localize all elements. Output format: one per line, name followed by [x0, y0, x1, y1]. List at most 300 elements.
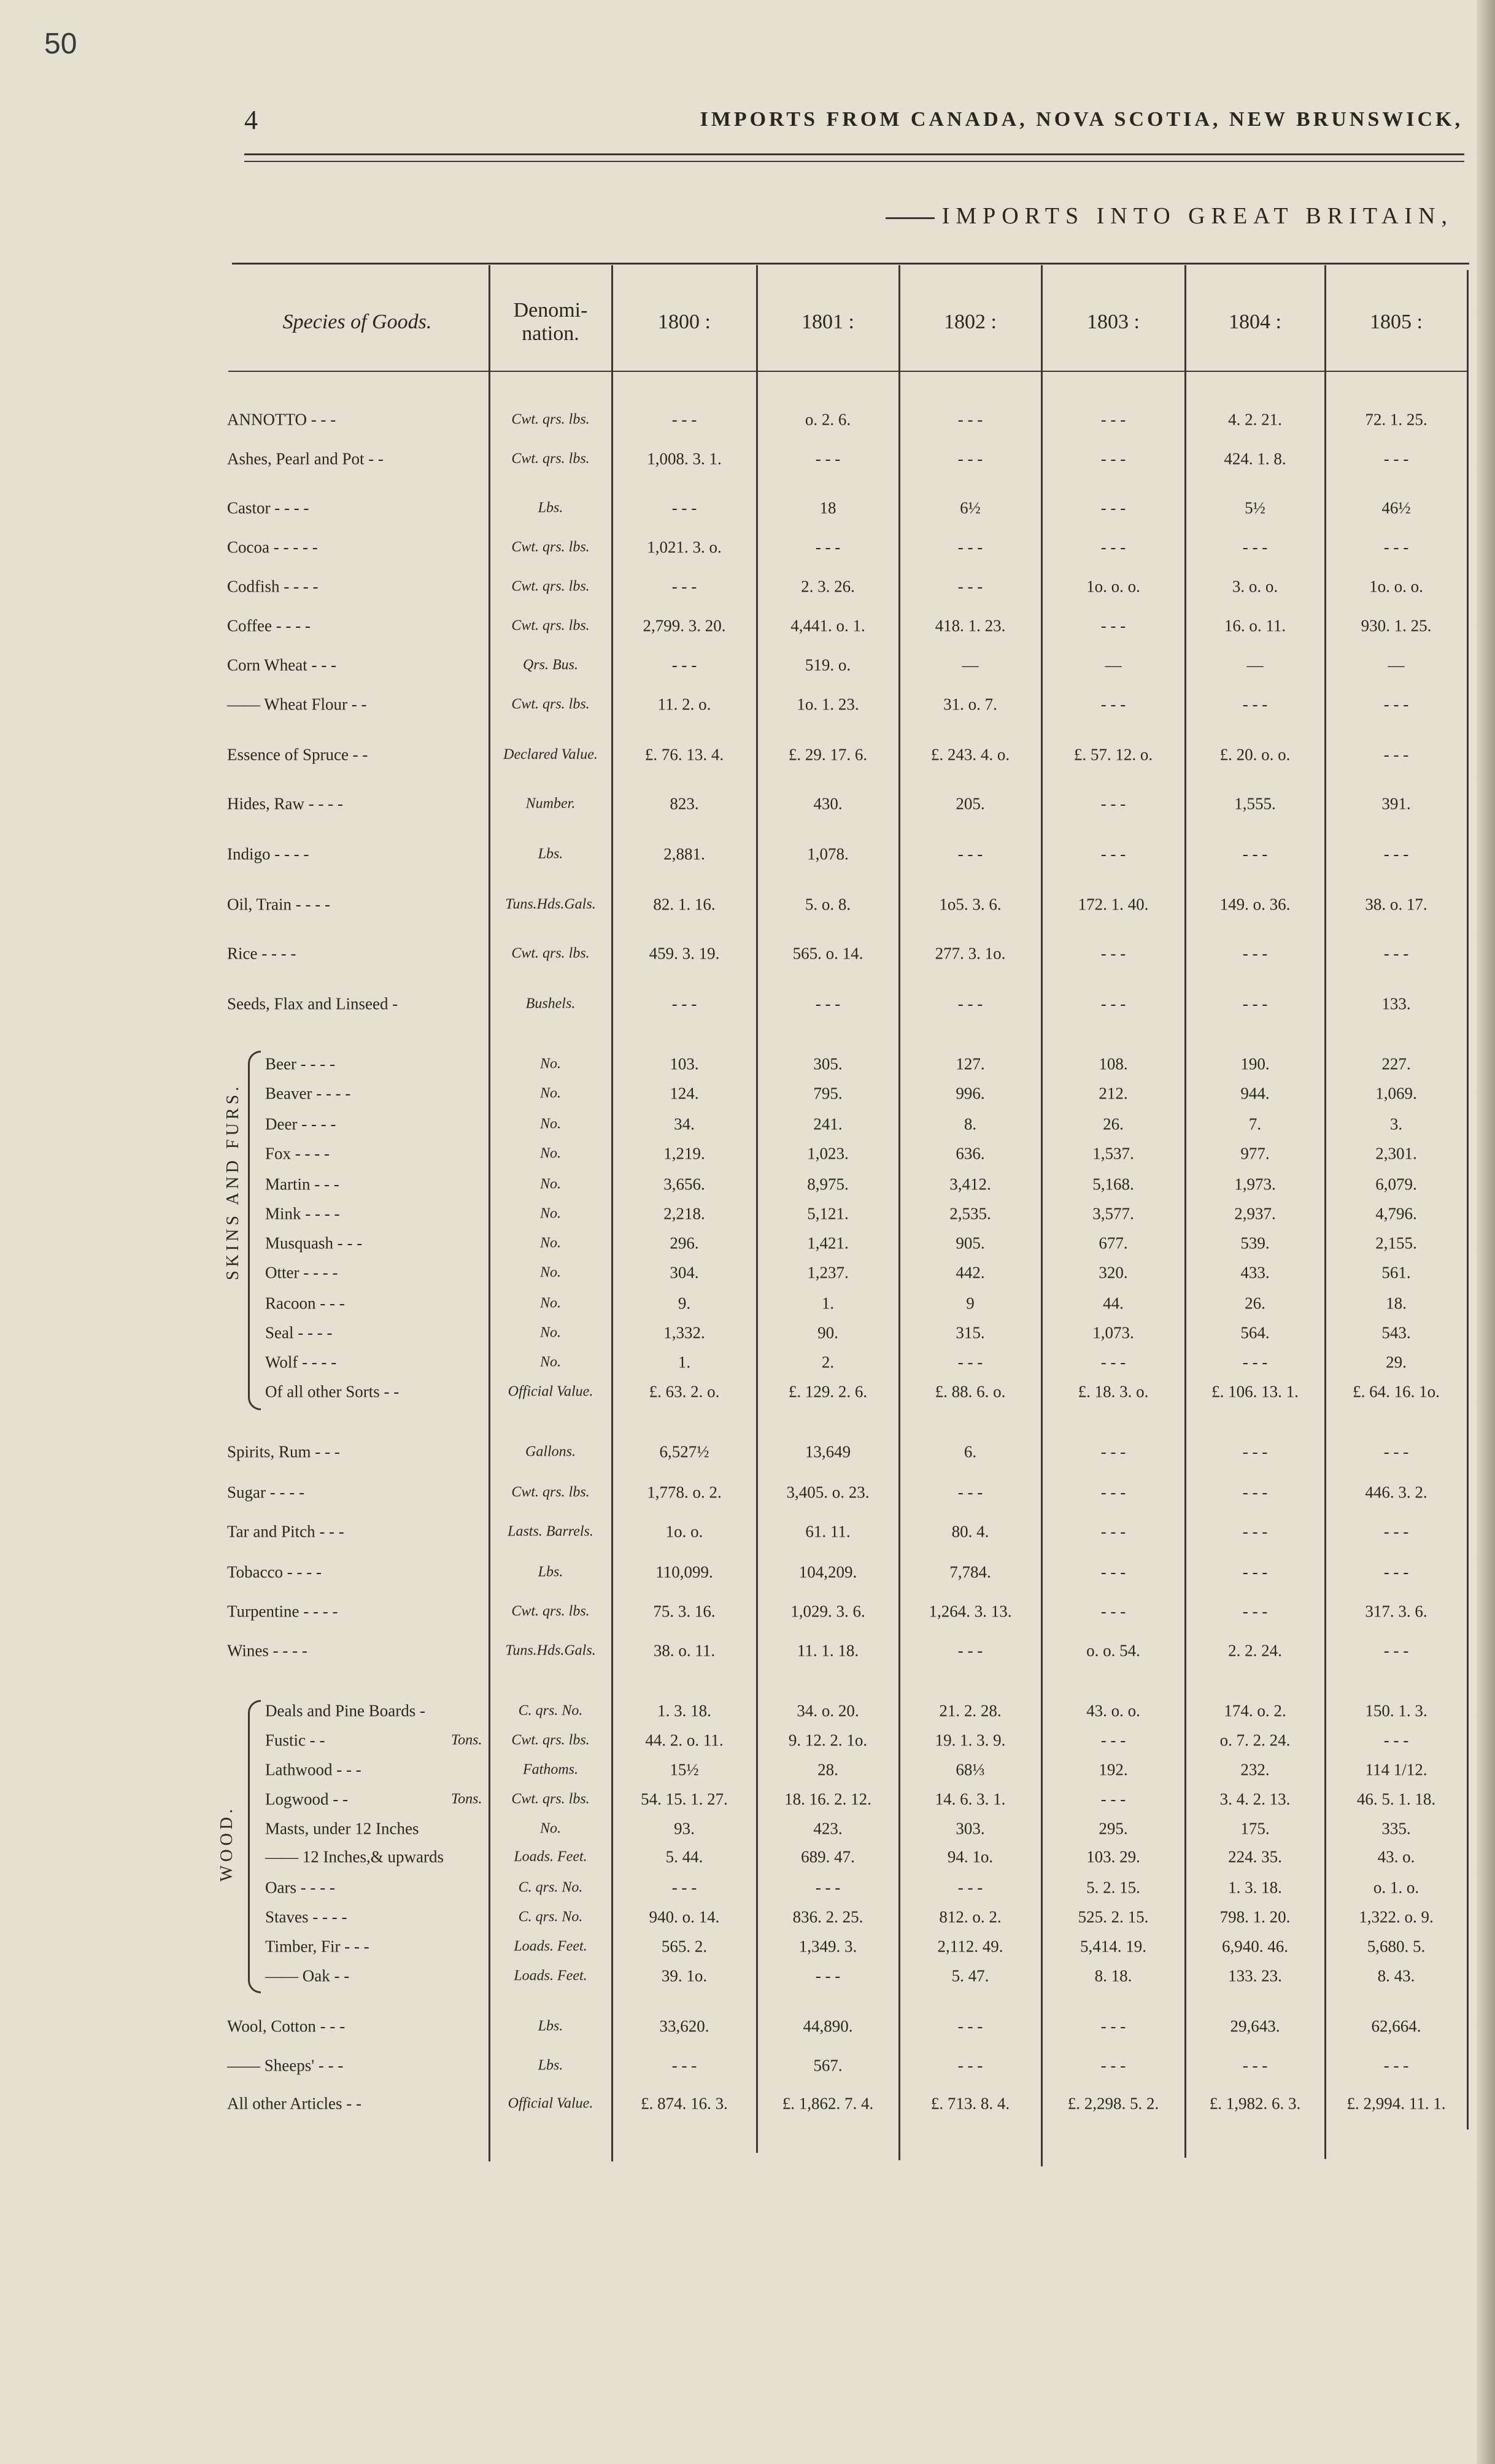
column-rule-6: [1324, 265, 1326, 2159]
row-36-denomination: No.: [539, 1820, 561, 1837]
row-34-value-0: 15½: [670, 1760, 699, 1779]
row-1-value-3: - - -: [1100, 449, 1126, 468]
row-39-value-0: 940. o. 14.: [649, 1907, 720, 1926]
row-10-value-0: 2,881.: [663, 844, 705, 863]
row-29-value-1: 104,209.: [798, 1562, 857, 1582]
row-33-denomination: Cwt. qrs. lbs.: [511, 1732, 590, 1748]
row-4-value-0: - - -: [671, 577, 697, 596]
row-12-value-2: 277. 3. 1o.: [935, 944, 1006, 963]
row-23-value-4: 564.: [1240, 1323, 1270, 1342]
row-36-species: Masts, under 12 Inches: [265, 1819, 419, 1838]
row-0-value-5: 72. 1. 25.: [1365, 410, 1427, 429]
row-42-value-5: 62,664.: [1371, 2017, 1421, 2036]
row-1-value-0: 1,008. 3. 1.: [647, 449, 722, 468]
row-17-value-0: 1,219.: [663, 1144, 705, 1163]
row-38-value-3: 5. 2. 15.: [1086, 1878, 1140, 1897]
row-33-species: Fustic - -: [265, 1731, 325, 1750]
row-29-denomination: Lbs.: [538, 1564, 563, 1580]
row-10-value-2: - - -: [957, 844, 983, 863]
row-2-value-1: 18: [819, 498, 836, 517]
row-2-value-4: 5½: [1245, 498, 1265, 517]
row-7-value-3: - - -: [1100, 695, 1126, 714]
row-1-species: Ashes, Pearl and Pot - -: [227, 449, 384, 468]
row-34-value-3: 192.: [1099, 1760, 1128, 1779]
row-27-species: Sugar - - - -: [227, 1483, 304, 1502]
row-32-value-0: 1. 3. 18.: [657, 1701, 711, 1720]
row-4-value-5: 1o. o. o.: [1369, 577, 1423, 596]
row-25-value-5: £. 64. 16. 1o.: [1353, 1382, 1440, 1401]
row-9-value-2: 205.: [956, 794, 985, 813]
row-13-value-4: - - -: [1242, 994, 1268, 1013]
row-43-value-0: - - -: [671, 2056, 697, 2075]
row-8-value-3: £. 57. 12. o.: [1073, 745, 1153, 764]
row-2-value-5: 46½: [1381, 498, 1411, 517]
column-rule-4: [1041, 265, 1043, 2166]
row-16-value-3: 26.: [1103, 1114, 1124, 1134]
row-18-value-2: 3,412.: [949, 1175, 991, 1194]
row-7-value-1: 1o. 1. 23.: [797, 695, 859, 714]
row-38-value-4: 1. 3. 18.: [1228, 1878, 1282, 1897]
column-rule-5: [1184, 265, 1186, 2158]
row-17-value-1: 1,023.: [807, 1144, 849, 1163]
row-8-species: Essence of Spruce - -: [227, 745, 368, 764]
row-2-value-2: 6½: [960, 498, 981, 517]
row-32-value-1: 34. o. 20.: [797, 1701, 859, 1720]
row-10-value-5: - - -: [1383, 844, 1409, 863]
row-7-species: —— Wheat Flour - -: [227, 695, 367, 714]
row-3-value-3: - - -: [1100, 538, 1126, 557]
row-37-denomination: Loads. Feet.: [514, 1848, 587, 1865]
row-3-value-5: - - -: [1383, 538, 1409, 557]
row-26-species: Spirits, Rum - - -: [227, 1442, 340, 1461]
row-32-value-3: 43. o. o.: [1086, 1701, 1140, 1720]
row-20-value-2: 905.: [956, 1234, 985, 1253]
row-19-value-1: 5,121.: [807, 1204, 849, 1223]
row-13-species: Seeds, Flax and Linseed -: [227, 994, 398, 1013]
row-37-value-5: 43. o.: [1377, 1847, 1415, 1866]
row-43-value-1: 567.: [813, 2056, 843, 2075]
row-31-value-4: 2. 2. 24.: [1228, 1641, 1282, 1660]
row-4-value-3: 1o. o. o.: [1086, 577, 1140, 596]
row-14-value-3: 108.: [1099, 1054, 1128, 1073]
row-41-value-4: 133. 23.: [1228, 1966, 1282, 1985]
row-11-value-4: 149. o. 36.: [1219, 895, 1291, 914]
row-42-value-3: - - -: [1100, 2017, 1126, 2036]
row-12-value-0: 459. 3. 19.: [649, 944, 720, 963]
row-0-value-1: o. 2. 6.: [805, 410, 851, 429]
row-13-denomination: Bushels.: [525, 995, 576, 1012]
row-20-denomination: No.: [539, 1235, 561, 1251]
row-1-value-4: 424. 1. 8.: [1224, 449, 1286, 468]
row-16-value-4: 7.: [1248, 1114, 1262, 1134]
row-39-value-1: 836. 2. 25.: [792, 1907, 863, 1926]
page-number: 50: [44, 28, 77, 60]
row-29-value-3: - - -: [1100, 1562, 1126, 1582]
row-20-species: Musquash - - -: [265, 1234, 363, 1253]
row-5-denomination: Cwt. qrs. lbs.: [511, 617, 590, 634]
row-42-value-1: 44,890.: [803, 2017, 853, 2036]
row-9-value-3: - - -: [1100, 794, 1126, 813]
column-rule-0: [489, 265, 490, 2161]
row-41-value-1: - - -: [815, 1966, 841, 1985]
row-4-value-4: 3. o. o.: [1232, 577, 1278, 596]
row-23-value-1: 90.: [817, 1323, 838, 1342]
row-0-denomination: Cwt. qrs. lbs.: [511, 411, 590, 428]
header-year-3: 1803 :: [1087, 311, 1140, 333]
row-22-value-2: 9: [966, 1294, 975, 1313]
row-35-species: Logwood - -: [265, 1790, 348, 1809]
row-21-value-2: 442.: [956, 1263, 985, 1282]
row-22-value-4: 26.: [1245, 1294, 1265, 1313]
row-14-value-4: 190.: [1240, 1054, 1270, 1073]
row-22-denomination: No.: [539, 1295, 561, 1311]
row-37-value-1: 689. 47.: [801, 1847, 855, 1866]
row-36-value-1: 423.: [813, 1819, 843, 1838]
row-3-value-4: - - -: [1242, 538, 1268, 557]
row-6-value-5: —: [1388, 655, 1405, 674]
header-year-5: 1805 :: [1370, 311, 1423, 333]
row-31-denomination: Tuns.Hds.Gals.: [505, 1642, 596, 1659]
row-38-value-2: - - -: [957, 1878, 983, 1897]
row-18-value-5: 6,079.: [1375, 1175, 1417, 1194]
row-24-species: Wolf - - - -: [265, 1353, 337, 1372]
row-40-denomination: Loads. Feet.: [514, 1938, 587, 1955]
header-year-2: 1802 :: [944, 311, 997, 333]
row-16-value-0: 34.: [674, 1114, 695, 1134]
row-36-value-2: 303.: [956, 1819, 985, 1838]
row-44-value-5: £. 2,994. 11. 1.: [1346, 2094, 1446, 2113]
row-39-value-2: 812. o. 2.: [939, 1907, 1002, 1926]
row-18-value-1: 8,975.: [807, 1175, 849, 1194]
row-32-species: Deals and Pine Boards -: [265, 1701, 425, 1720]
row-8-value-5: - - -: [1383, 745, 1409, 764]
row-21-value-4: 433.: [1240, 1263, 1270, 1282]
row-31-value-1: 11. 1. 18.: [797, 1641, 859, 1660]
row-38-value-5: o. 1. o.: [1373, 1878, 1420, 1897]
skins-group-label: SKINS AND FURS.: [223, 1083, 242, 1280]
row-3-denomination: Cwt. qrs. lbs.: [511, 539, 590, 555]
row-8-value-0: £. 76. 13. 4.: [644, 745, 724, 764]
row-28-species: Tar and Pitch - - -: [227, 1522, 344, 1541]
row-40-value-2: 2,112. 49.: [937, 1937, 1003, 1956]
row-15-value-4: 944.: [1240, 1084, 1270, 1103]
row-1-denomination: Cwt. qrs. lbs.: [511, 450, 590, 467]
row-27-value-1: 3,405. o. 23.: [786, 1483, 870, 1502]
row-22-value-3: 44.: [1103, 1294, 1124, 1313]
row-6-denomination: Qrs. Bus.: [522, 657, 578, 673]
row-18-value-3: 5,168.: [1092, 1175, 1134, 1194]
row-41-value-2: 5. 47.: [951, 1966, 989, 1985]
row-15-value-1: 795.: [813, 1084, 843, 1103]
row-16-denomination: No.: [539, 1116, 561, 1132]
head-rule-lower: [244, 161, 1464, 162]
row-41-value-5: 8. 43.: [1377, 1966, 1415, 1985]
row-33-value-4: o. 7. 2. 24.: [1219, 1731, 1291, 1750]
wood-group-label: WOOD.: [217, 1805, 236, 1882]
row-24-denomination: No.: [539, 1354, 561, 1370]
row-25-denomination: Official Value.: [508, 1383, 593, 1400]
row-32-value-5: 150. 1. 3.: [1365, 1701, 1427, 1720]
row-43-value-2: - - -: [957, 2056, 983, 2075]
row-34-species: Lathwood - - -: [265, 1760, 361, 1779]
row-23-value-3: 1,073.: [1092, 1323, 1134, 1342]
row-13-value-2: - - -: [957, 994, 983, 1013]
row-0-value-2: - - -: [957, 410, 983, 429]
row-35-value-4: 3. 4. 2. 13.: [1219, 1790, 1291, 1809]
row-26-value-4: - - -: [1242, 1442, 1268, 1461]
row-25-value-2: £. 88. 6. o.: [935, 1382, 1006, 1401]
row-37-value-2: 94. 1o.: [947, 1847, 994, 1866]
row-9-value-0: 823.: [670, 794, 699, 813]
row-33-value-3: - - -: [1100, 1731, 1126, 1750]
row-22-value-1: 1.: [821, 1294, 835, 1313]
row-42-value-0: 33,620.: [659, 2017, 709, 2036]
row-18-denomination: No.: [539, 1176, 561, 1192]
row-19-value-4: 2,937.: [1234, 1204, 1276, 1223]
row-27-value-3: - - -: [1100, 1483, 1126, 1502]
row-10-value-4: - - -: [1242, 844, 1268, 863]
row-28-value-5: - - -: [1383, 1522, 1409, 1541]
row-29-value-2: 7,784.: [949, 1562, 991, 1582]
row-30-denomination: Cwt. qrs. lbs.: [511, 1603, 590, 1620]
row-38-denomination: C. qrs. No.: [518, 1879, 583, 1896]
row-0-species: ANNOTTO - - -: [227, 410, 336, 429]
row-39-value-3: 525. 2. 15.: [1078, 1907, 1149, 1926]
row-40-value-0: 565. 2.: [661, 1937, 708, 1956]
row-26-value-1: 13,649: [805, 1442, 851, 1461]
row-17-value-3: 1,537.: [1092, 1144, 1134, 1163]
row-24-value-1: 2.: [821, 1353, 835, 1372]
row-15-denomination: No.: [539, 1085, 561, 1102]
row-14-value-1: 305.: [813, 1054, 843, 1073]
row-30-value-4: - - -: [1242, 1602, 1268, 1621]
row-27-value-4: - - -: [1242, 1483, 1268, 1502]
row-24-value-2: - - -: [957, 1353, 983, 1372]
row-11-value-3: 172. 1. 40.: [1078, 895, 1149, 914]
row-42-value-4: 29,643.: [1230, 2017, 1280, 2036]
row-21-value-3: 320.: [1099, 1263, 1128, 1282]
row-30-value-5: 317. 3. 6.: [1365, 1602, 1427, 1621]
row-12-value-4: - - -: [1242, 944, 1268, 963]
row-19-species: Mink - - - -: [265, 1204, 340, 1223]
row-39-species: Staves - - - -: [265, 1907, 347, 1926]
row-43-species: —— Sheeps' - - -: [227, 2056, 344, 2075]
row-20-value-0: 296.: [670, 1234, 699, 1253]
skins-brace: [248, 1051, 261, 1410]
row-25-value-1: £. 129. 2. 6.: [788, 1382, 868, 1401]
row-39-denomination: C. qrs. No.: [518, 1909, 583, 1925]
row-7-value-0: 11. 2. o.: [657, 695, 711, 714]
row-31-value-3: o. o. 54.: [1086, 1641, 1140, 1660]
row-34-denomination: Fathoms.: [523, 1761, 578, 1778]
row-22-value-5: 18.: [1386, 1294, 1407, 1313]
table-header-rule: [228, 371, 1468, 372]
header-denomination: Denomi- nation.: [513, 299, 588, 345]
row-41-denomination: Loads. Feet.: [514, 1968, 587, 1984]
row-43-value-5: - - -: [1383, 2056, 1409, 2075]
row-37-value-3: 103. 29.: [1086, 1847, 1140, 1866]
row-35-value-1: 18. 16. 2. 12.: [784, 1790, 871, 1809]
row-15-value-0: 124.: [670, 1084, 699, 1103]
row-19-value-5: 4,796.: [1375, 1204, 1417, 1223]
row-11-denomination: Tuns.Hds.Gals.: [505, 896, 596, 913]
table-top-rule: [232, 263, 1469, 265]
row-40-value-1: 1,349. 3.: [798, 1937, 857, 1956]
row-4-species: Codfish - - - -: [227, 577, 319, 596]
row-19-value-3: 3,577.: [1092, 1204, 1134, 1223]
row-6-value-3: —: [1105, 655, 1122, 674]
row-1-value-5: - - -: [1383, 449, 1409, 468]
row-25-species: Of all other Sorts - -: [265, 1382, 400, 1401]
row-42-value-2: - - -: [957, 2017, 983, 2036]
row-1-value-1: - - -: [815, 449, 841, 468]
row-44-value-1: £. 1,862. 7. 4.: [782, 2094, 874, 2113]
row-36-value-0: 93.: [674, 1819, 695, 1838]
row-36-value-5: 335.: [1381, 1819, 1411, 1838]
column-rule-7: [1467, 270, 1469, 2130]
row-28-value-3: - - -: [1100, 1522, 1126, 1541]
subhead: [886, 203, 1453, 230]
column-rule-2: [756, 265, 758, 2153]
column-rule-1: [611, 265, 613, 2161]
row-33-value-0: 44. 2. o. 11.: [645, 1731, 724, 1750]
header-year-4: 1804 :: [1229, 311, 1281, 333]
row-36-value-3: 295.: [1099, 1819, 1128, 1838]
wood-brace: [248, 1700, 261, 1993]
row-12-value-5: - - -: [1383, 944, 1409, 963]
row-37-value-0: 5. 44.: [665, 1847, 703, 1866]
row-16-value-1: 241.: [813, 1114, 843, 1134]
row-7-value-5: - - -: [1383, 695, 1409, 714]
row-30-value-1: 1,029. 3. 6.: [790, 1602, 865, 1621]
row-26-value-0: 6,527½: [659, 1442, 709, 1461]
row-12-value-1: 565. o. 14.: [792, 944, 863, 963]
row-5-value-5: 930. 1. 25.: [1361, 616, 1432, 635]
row-11-species: Oil, Train - - - -: [227, 895, 330, 914]
row-44-value-2: £. 713. 8. 4.: [930, 2094, 1010, 2113]
row-9-value-4: 1,555.: [1234, 794, 1276, 813]
row-14-value-2: 127.: [956, 1054, 985, 1073]
row-13-value-0: - - -: [671, 994, 697, 1013]
row-21-denomination: No.: [539, 1264, 561, 1281]
row-40-value-3: 5,414. 19.: [1080, 1937, 1146, 1956]
row-20-value-4: 539.: [1240, 1234, 1270, 1253]
header-year-0: 1800 :: [658, 311, 711, 333]
row-5-value-1: 4,441. o. 1.: [790, 616, 865, 635]
row-20-value-3: 677.: [1099, 1234, 1128, 1253]
row-24-value-3: - - -: [1100, 1353, 1126, 1372]
row-27-value-2: - - -: [957, 1483, 983, 1502]
row-28-denomination: Lasts. Barrels.: [508, 1523, 593, 1540]
row-44-denomination: Official Value.: [508, 2095, 593, 2112]
column-rule-3: [898, 265, 900, 2160]
row-10-denomination: Lbs.: [538, 846, 563, 862]
row-28-value-0: 1o. o.: [665, 1522, 703, 1541]
running-head: IMPORTS FROM CANADA, NOVA SCOTIA, NEW BRUNSWICK,: [700, 108, 1463, 131]
row-3-value-1: - - -: [815, 538, 841, 557]
row-26-denomination: Gallons.: [525, 1443, 576, 1460]
row-15-value-5: 1,069.: [1375, 1084, 1417, 1103]
row-15-species: Beaver - - - -: [265, 1084, 351, 1103]
row-26-value-2: 6.: [964, 1442, 977, 1461]
row-17-denomination: No.: [539, 1145, 561, 1162]
row-40-value-5: 5,680. 5.: [1367, 1937, 1426, 1956]
row-42-denomination: Lbs.: [538, 2018, 563, 2034]
row-21-value-5: 561.: [1381, 1263, 1411, 1282]
header-species: Species of Goods.: [282, 311, 432, 333]
page-edge: [1477, 0, 1495, 2464]
row-14-value-5: 227.: [1381, 1054, 1411, 1073]
row-17-value-4: 977.: [1240, 1144, 1270, 1163]
row-28-value-4: - - -: [1242, 1522, 1268, 1541]
row-16-value-5: 3.: [1389, 1114, 1403, 1134]
row-35-value-0: 54. 15. 1. 27.: [641, 1790, 728, 1809]
row-44-species: All other Articles - -: [227, 2094, 361, 2113]
folio-number: 4: [244, 105, 258, 135]
row-5-species: Coffee - - - -: [227, 616, 311, 635]
row-32-value-2: 21. 2. 28.: [939, 1701, 1002, 1720]
row-4-value-2: - - -: [957, 577, 983, 596]
row-37-value-4: 224. 35.: [1228, 1847, 1282, 1866]
row-1-value-2: - - -: [957, 449, 983, 468]
row-29-species: Tobacco - - - -: [227, 1562, 322, 1582]
row-21-value-0: 304.: [670, 1263, 699, 1282]
row-0-value-4: 4. 2. 21.: [1228, 410, 1282, 429]
row-8-value-1: £. 29. 17. 6.: [788, 745, 868, 764]
row-32-denomination: C. qrs. No.: [518, 1702, 583, 1719]
row-32-value-4: 174. o. 2.: [1224, 1701, 1286, 1720]
row-29-value-0: 110,099.: [655, 1562, 713, 1582]
row-13-value-5: 133.: [1381, 994, 1411, 1013]
row-12-denomination: Cwt. qrs. lbs.: [511, 945, 590, 962]
row-28-value-2: 80. 4.: [951, 1522, 989, 1541]
row-10-value-3: - - -: [1100, 844, 1126, 863]
row-35-tons: Tons.: [451, 1791, 482, 1807]
row-11-value-5: 38. o. 17.: [1365, 895, 1427, 914]
row-3-species: Cocoa - - - - -: [227, 538, 318, 557]
row-23-value-5: 543.: [1381, 1323, 1411, 1342]
row-31-value-2: - - -: [957, 1641, 983, 1660]
row-22-value-0: 9.: [678, 1294, 691, 1313]
row-41-value-0: 39. 1o.: [661, 1966, 708, 1985]
row-24-value-5: 29.: [1386, 1353, 1407, 1372]
row-16-value-2: 8.: [964, 1114, 977, 1134]
row-38-value-0: - - -: [671, 1878, 697, 1897]
row-19-denomination: No.: [539, 1205, 561, 1222]
row-38-species: Oars - - - -: [265, 1878, 335, 1897]
row-11-value-0: 82. 1. 16.: [653, 895, 716, 914]
row-12-species: Rice - - - -: [227, 944, 296, 963]
row-9-species: Hides, Raw - - - -: [227, 794, 343, 813]
row-27-value-0: 1,778. o. 2.: [647, 1483, 722, 1502]
row-5-value-3: - - -: [1100, 616, 1126, 635]
row-23-value-0: 1,332.: [663, 1323, 705, 1342]
row-15-value-2: 996.: [956, 1084, 985, 1103]
row-37-species: —— 12 Inches,& upwards: [265, 1847, 444, 1866]
row-39-value-5: 1,322. o. 9.: [1359, 1907, 1434, 1926]
row-34-value-1: 28.: [817, 1760, 838, 1779]
row-23-denomination: No.: [539, 1324, 561, 1341]
row-25-value-3: £. 18. 3. o.: [1078, 1382, 1149, 1401]
row-8-denomination: Declared Value.: [503, 746, 598, 763]
row-7-value-4: - - -: [1242, 695, 1268, 714]
subhead-dash: [886, 217, 935, 219]
row-19-value-2: 2,535.: [949, 1204, 991, 1223]
row-43-value-3: - - -: [1100, 2056, 1126, 2075]
row-6-species: Corn Wheat - - -: [227, 655, 336, 674]
row-35-value-2: 14. 6. 3. 1.: [935, 1790, 1006, 1809]
row-36-value-4: 175.: [1240, 1819, 1270, 1838]
